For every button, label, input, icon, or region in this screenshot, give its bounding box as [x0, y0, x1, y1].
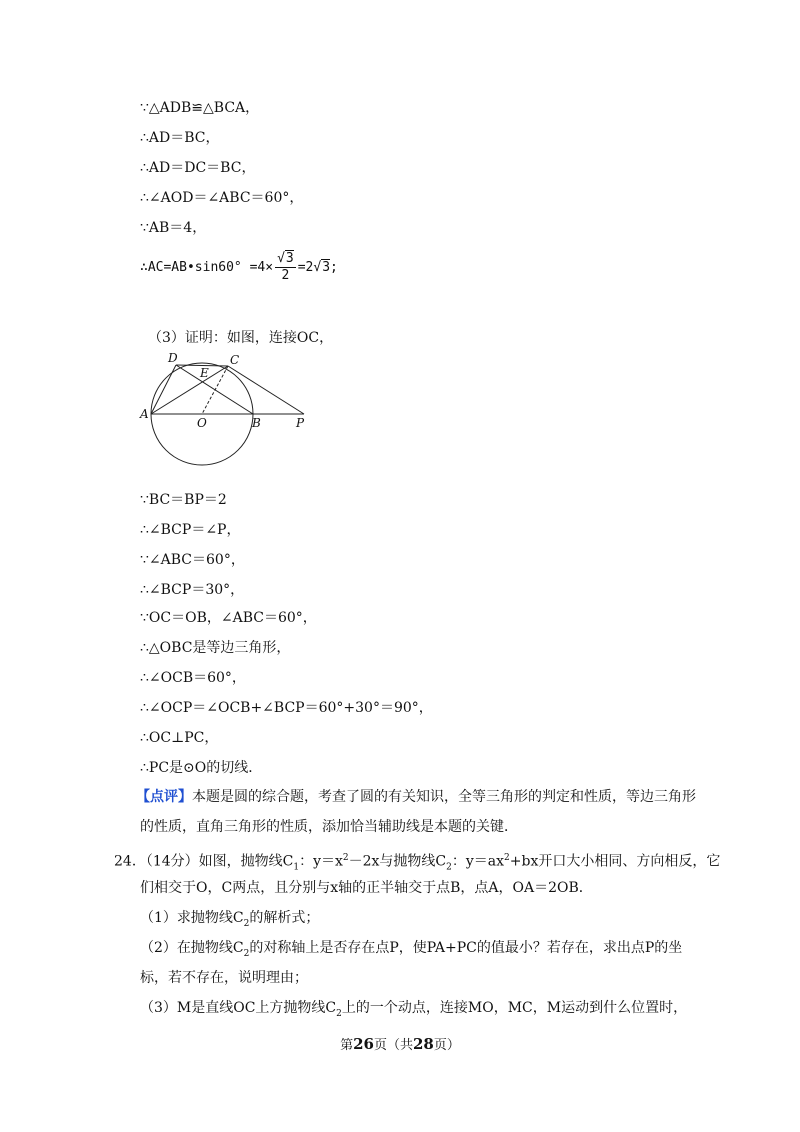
label-D: D: [168, 352, 178, 365]
q24-text: ：y＝ax: [451, 853, 505, 870]
page-number: 26: [353, 1035, 374, 1053]
label-P: P: [296, 416, 305, 430]
question-24-stem-cont: 们相交于O，C两点，且分别与x轴的正半轴交于点B，点A，OA＝2OB．: [140, 880, 593, 896]
label-O: O: [197, 416, 207, 430]
total-pages: 28: [413, 1035, 434, 1053]
q24-text: ：y＝x: [299, 853, 343, 870]
proof-step: ∵OC＝OB，∠ABC＝60°，: [140, 610, 317, 626]
step-line: ∵AB＝4，: [140, 220, 207, 236]
q24-text: 的解析式；: [249, 910, 320, 926]
formula-end: ;: [330, 260, 338, 275]
proof-step: ∴OC⊥PC，: [140, 730, 219, 746]
label-A: A: [140, 407, 149, 421]
fraction: $\frac{√3}{2}$: [277, 251, 294, 283]
comment-paragraph: [136, 787, 696, 807]
q24-sub: 1: [293, 862, 300, 873]
comment-tag: 【点评】: [136, 789, 192, 805]
formula-rhs: =2: [297, 260, 314, 275]
label-B: B: [252, 416, 261, 430]
part3-intro: （3）证明：如图，连接OC，: [148, 330, 334, 346]
label-E: E: [200, 366, 209, 380]
q24-sup: 2: [342, 853, 349, 863]
label-C: C: [230, 353, 240, 367]
question-24-part2: [140, 938, 682, 964]
q24-sub: 2: [336, 1008, 342, 1019]
q24-text: 上的一个动点，连接MO，MC，M运动到什么位置时，: [341, 1000, 688, 1016]
fraction-denominator: 2: [281, 268, 290, 283]
q24-sub: 2: [446, 862, 452, 873]
question-24-part2-cont: 标，若不存在，说明理由；: [140, 970, 308, 986]
footer-text: 页）: [433, 1038, 460, 1053]
proof-step: ∴PC是⊙O的切线．: [140, 760, 263, 776]
geometry-figure: [138, 352, 318, 468]
comment-text: 本题是圆的综合题，考查了圆的有关知识，全等三角形的判定和性质，等边三角形: [192, 789, 696, 805]
proof-step: ∵∠ABC＝60°，: [140, 552, 245, 568]
question-24-part1: [140, 908, 319, 934]
question-24-stem: [114, 848, 720, 877]
q24-text: （3）M是直线OC上方抛物线C: [140, 1000, 337, 1016]
q24-sub: 2: [243, 948, 250, 959]
step-line: ∴AD＝DC＝BC，: [140, 160, 256, 176]
q24-sub: 2: [243, 918, 250, 929]
step-line: ∵△ADB≌△BCA，: [140, 100, 260, 116]
ac-formula: ∴AC=AB•sin60° =4× $\frac{√3}{2}$ =2√3;: [140, 251, 338, 283]
proof-step: ∵BC＝BP＝2: [140, 492, 227, 508]
footer-text: 第: [340, 1038, 354, 1053]
q24-text: +bx开口大小相同、方向相反，它: [509, 853, 721, 870]
q24-text: 24．（14分）如图，抛物线C: [114, 853, 294, 870]
q24-text: 的对称轴上是否存在点P，使PA+PC的值最小？若存在，求出点P的坐: [249, 940, 683, 956]
page-footer: [0, 1034, 800, 1053]
proof-step: ∴∠BCP＝30°，: [140, 582, 245, 598]
question-24-part3: [140, 998, 687, 1024]
footer-text: 页（共: [373, 1038, 413, 1053]
proof-step: ∴△OBC是等边三角形，: [140, 640, 291, 656]
formula-rhs-root: 3: [322, 260, 331, 275]
formula-lhs: ∴AC=AB•sin60° =4×: [140, 260, 274, 275]
fraction-numerator: 3: [285, 251, 294, 266]
q24-text: －2x与抛物线C: [348, 853, 447, 870]
proof-step: ∴∠OCB＝60°，: [140, 670, 246, 686]
q24-sup: 2: [504, 853, 510, 863]
step-line: ∴AD＝BC，: [140, 130, 220, 146]
proof-step: ∴∠OCP＝∠OCB+∠BCP＝60°+30°＝90°，: [140, 700, 433, 716]
q24-text: （2）在抛物线C: [140, 940, 244, 956]
q24-text: （1）求抛物线C: [140, 910, 244, 926]
step-line: ∴∠AOD＝∠ABC＝60°，: [140, 190, 304, 206]
proof-step: ∴∠BCP＝∠P，: [140, 522, 241, 538]
comment-text-cont: 的性质，直角三角形的性质，添加恰当辅助线是本题的关键．: [140, 819, 518, 835]
